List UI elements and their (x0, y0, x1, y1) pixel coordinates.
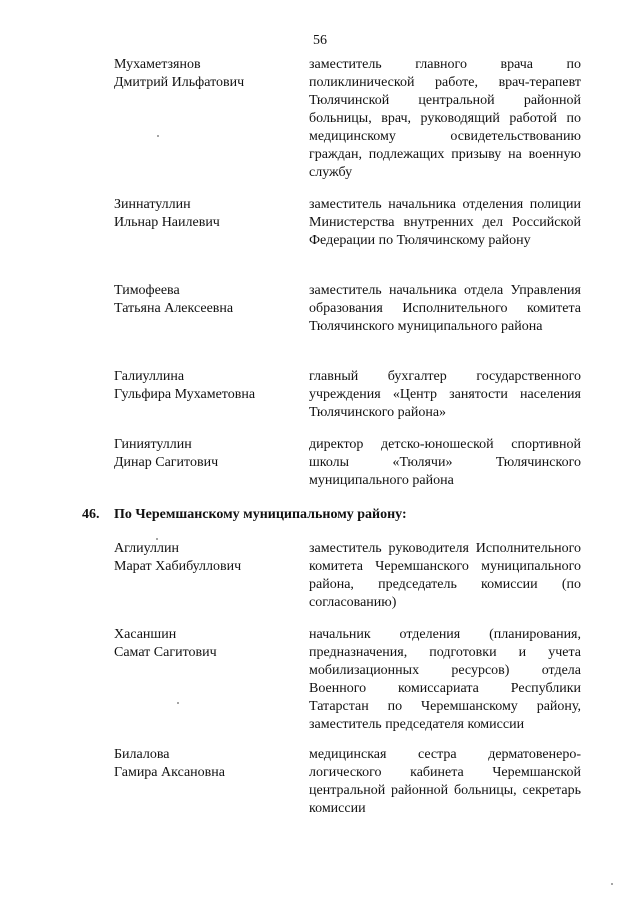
member-name (114, 746, 294, 782)
member-name (114, 436, 294, 472)
member-given-names: Динар Сагитович (114, 455, 219, 470)
member-given-names: Гульфира Мухаметовна (114, 387, 256, 402)
member-surname: Галиуллина (114, 369, 185, 384)
member-given-names: Марат Хабибуллович (114, 559, 242, 574)
member-name (114, 56, 294, 92)
section-number: 46. (82, 507, 100, 522)
member-position: заместитель начальника отделения полиции Министерства внутренних дел Российской Федерации по Тюлячинскому району (309, 197, 581, 248)
member-surname: Хасаншин (114, 627, 177, 642)
member-surname: Гиниятуллин (114, 437, 192, 452)
section-heading (82, 507, 407, 523)
member-given-names: Дмитрий Ильфатович (114, 75, 245, 90)
member-surname: Мухаметзянов (114, 57, 201, 72)
section-title: По Черемшанскому муниципальному району: (114, 507, 407, 522)
member-name (114, 282, 294, 318)
member-given-names: Ильнар Наилевич (114, 215, 220, 230)
member-name (114, 368, 294, 404)
member-given-names: Татьяна Алексеевна (114, 301, 234, 316)
member-name (114, 540, 294, 576)
member-position: начальник отделения (планирования, предназначения, подготовки и учета мобилизационных ресурсов) отдела Военного комиссариата Республики Татарстан по Черемшанскому району, заместитель председателя комиссии (309, 627, 581, 732)
member-position: заместитель главного врача по поликлинической работе, врач-терапевт Тюлячинской центральной районной больницы, врач, руководящий работой по медицинскому освидетельствованию граждан, подлежащих призыву на военную службу (309, 57, 581, 180)
member-name (114, 196, 294, 232)
member-name (114, 626, 294, 662)
member-position: директор детско-юношеской спортивной школы «Тюлячи» Тюлячинского муниципального района (309, 437, 581, 488)
member-surname: Тимофеева (114, 283, 180, 298)
scan-speck (156, 538, 158, 540)
scan-speck (611, 883, 613, 885)
member-surname: Аглиуллин (114, 541, 179, 556)
member-position: заместитель руководителя Исполнительного комитета Черемшанского муниципального района, председатель комиссии (по согласованию) (309, 541, 581, 610)
member-position: медицинская сестра дерматовенерологического кабинета Черемшанской центральной районной больницы, секретарь комиссии (309, 747, 581, 816)
member-surname: Билалова (114, 747, 170, 762)
scan-speck (177, 702, 179, 704)
page-number: 56 (313, 33, 327, 48)
member-surname: Зиннатуллин (114, 197, 191, 212)
member-given-names: Гамира Аксановна (114, 765, 225, 780)
member-position: главный бухгалтер государственного учреждения «Центр занятости населения Тюлячинского района» (309, 369, 581, 420)
member-position: заместитель начальника отдела Управления образования Исполнительного комитета Тюлячинского муниципального района (309, 283, 581, 334)
scan-speck (157, 135, 159, 137)
member-given-names: Самат Сагитович (114, 645, 217, 660)
